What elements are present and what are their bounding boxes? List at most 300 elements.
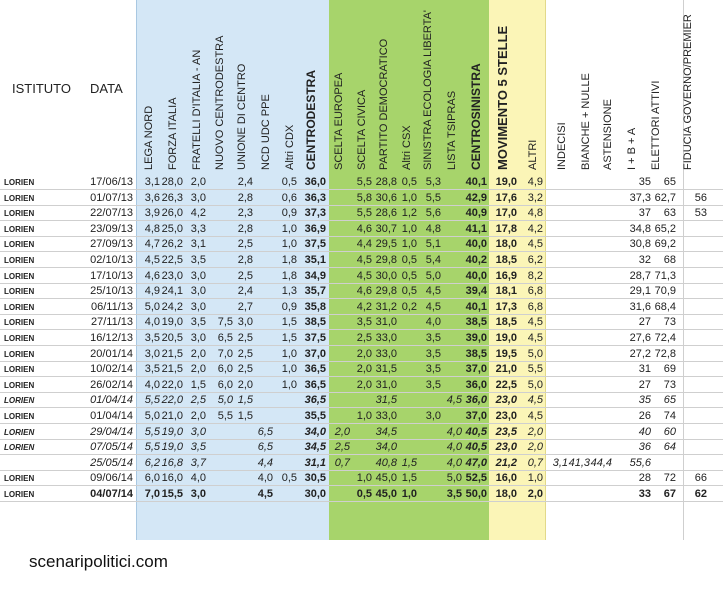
date-cell: 25/10/13 bbox=[90, 285, 133, 298]
value-cell: 0,5 bbox=[401, 176, 417, 188]
value-cell: 3,0 bbox=[190, 425, 206, 438]
istituto-cell: LORIEN bbox=[4, 427, 35, 437]
column-header: FIDUCIA GOVERNO/PREMIER bbox=[682, 14, 694, 170]
value-cell: 1,5 bbox=[281, 332, 297, 344]
value-cell: 1,5 bbox=[401, 456, 417, 469]
value-cell: 3,0 bbox=[237, 316, 253, 329]
value-cell: 0,5 bbox=[401, 254, 417, 266]
column-header: NUOVO CENTRODESTRA bbox=[214, 35, 226, 170]
column-header: LISTA TSIPRAS bbox=[446, 90, 458, 170]
value-cell: 27 bbox=[638, 378, 651, 391]
value-cell: 6,5 bbox=[217, 332, 233, 344]
value-cell: 1,5 bbox=[281, 316, 297, 329]
value-cell: 44,4 bbox=[590, 456, 612, 469]
value-cell: 1,0 bbox=[401, 488, 417, 500]
value-cell: 37,3 bbox=[629, 191, 651, 204]
value-cell: 0,7 bbox=[527, 456, 543, 469]
table-row bbox=[0, 378, 723, 393]
value-cell: 31,2 bbox=[375, 300, 397, 313]
value-cell: 45,0 bbox=[375, 488, 397, 500]
value-cell: 4,7 bbox=[144, 238, 160, 251]
table-row bbox=[0, 471, 723, 486]
istituto-cell: LORIEN bbox=[4, 443, 35, 453]
value-cell: 1,5 bbox=[237, 394, 253, 407]
value-cell: 32 bbox=[638, 254, 651, 266]
value-cell: 40,0 bbox=[465, 269, 487, 282]
value-cell: 1,5 bbox=[237, 410, 253, 422]
value-cell: 26,3 bbox=[161, 191, 183, 204]
value-cell: 6,0 bbox=[217, 378, 233, 391]
column-header: SINISTRA ECOLOGIA LIBERTA' bbox=[422, 9, 434, 170]
value-cell: 2,8 bbox=[237, 191, 253, 204]
value-cell: 2,3 bbox=[237, 207, 253, 220]
value-cell: 4,8 bbox=[527, 207, 543, 220]
table-row bbox=[0, 191, 723, 206]
value-cell: 3,5 bbox=[144, 332, 160, 344]
table-row bbox=[0, 284, 723, 299]
value-cell: 2,4 bbox=[237, 285, 253, 298]
value-cell: 0,2 bbox=[401, 300, 417, 313]
value-cell: 70,9 bbox=[654, 285, 676, 298]
value-cell: 26 bbox=[638, 410, 651, 422]
table-row bbox=[0, 409, 723, 424]
value-cell: 2,0 bbox=[356, 378, 372, 391]
istituto-cell: LORIEN bbox=[4, 224, 35, 234]
value-cell: 35,8 bbox=[304, 300, 326, 313]
table-row bbox=[0, 331, 723, 346]
value-cell: 4,5 bbox=[527, 332, 543, 344]
value-cell: 39,4 bbox=[465, 285, 487, 298]
column-header: SCELTA EUROPEA bbox=[333, 72, 345, 170]
value-cell: 27,6 bbox=[629, 332, 651, 344]
date-cell: 06/11/13 bbox=[90, 300, 133, 313]
value-cell: 16,8 bbox=[161, 456, 183, 469]
value-cell: 73 bbox=[663, 316, 676, 329]
value-cell: 21,2 bbox=[495, 456, 517, 469]
value-cell: 3,5 bbox=[425, 347, 441, 360]
value-cell: 3,5 bbox=[190, 316, 206, 329]
value-cell: 6,0 bbox=[144, 472, 160, 485]
value-cell: 40,9 bbox=[465, 207, 487, 220]
date-cell: 07/05/14 bbox=[90, 441, 133, 454]
value-cell: 28,0 bbox=[161, 176, 183, 188]
value-cell: 40,5 bbox=[465, 441, 487, 454]
istituto-cell: LORIEN bbox=[4, 240, 35, 250]
value-cell: 2,0 bbox=[190, 363, 206, 376]
value-cell: 4,5 bbox=[446, 394, 462, 407]
value-cell: 2,0 bbox=[527, 441, 543, 454]
value-cell: 4,0 bbox=[425, 316, 441, 329]
value-cell: 69 bbox=[663, 363, 676, 376]
value-cell: 3,7 bbox=[190, 456, 206, 469]
date-cell: 02/10/13 bbox=[90, 254, 133, 266]
value-cell: 23,5 bbox=[495, 425, 517, 438]
value-cell: 0,5 bbox=[401, 285, 417, 298]
value-cell: 53 bbox=[694, 207, 707, 220]
value-cell: 1,5 bbox=[190, 378, 206, 391]
value-cell: 3,0 bbox=[190, 300, 206, 313]
value-cell: 7,5 bbox=[217, 316, 233, 329]
value-cell: 33 bbox=[638, 488, 651, 500]
column-header: CENTRODESTRA bbox=[304, 69, 318, 170]
value-cell: 3,3 bbox=[190, 222, 206, 235]
column-header: I + B + A bbox=[626, 127, 638, 170]
value-cell: 41,3 bbox=[568, 456, 590, 469]
value-cell: 6,8 bbox=[527, 285, 543, 298]
value-cell: 2,5 bbox=[190, 394, 206, 407]
istituto-cell: LORIEN bbox=[4, 193, 35, 203]
istituto-cell: LORIEN bbox=[4, 209, 35, 219]
value-cell: 35,7 bbox=[304, 285, 326, 298]
value-cell: 19,0 bbox=[495, 332, 517, 344]
value-cell: 38,5 bbox=[465, 347, 487, 360]
value-cell: 3,2 bbox=[527, 191, 543, 204]
value-cell: 19,5 bbox=[495, 347, 517, 360]
value-cell: 72,4 bbox=[654, 332, 676, 344]
value-cell: 35 bbox=[638, 176, 651, 188]
value-cell: 22,0 bbox=[161, 394, 183, 407]
table-row bbox=[0, 425, 723, 440]
value-cell: 34,5 bbox=[375, 425, 397, 438]
value-cell: 35 bbox=[638, 394, 651, 407]
value-cell: 4,8 bbox=[425, 222, 441, 235]
value-cell: 3,1 bbox=[552, 456, 568, 469]
value-cell: 71,3 bbox=[654, 269, 676, 282]
value-cell: 27 bbox=[638, 316, 651, 329]
value-cell: 73 bbox=[663, 378, 676, 391]
value-cell: 17,3 bbox=[495, 300, 517, 313]
value-cell: 27,2 bbox=[629, 347, 651, 360]
column-header: ELETTORI ATTIVI bbox=[650, 80, 662, 170]
table-row bbox=[0, 440, 723, 455]
value-cell: 20,5 bbox=[161, 332, 183, 344]
value-cell: 5,8 bbox=[356, 191, 372, 204]
value-cell: 1,8 bbox=[281, 254, 297, 266]
value-cell: 35,5 bbox=[304, 410, 326, 422]
value-cell: 52,5 bbox=[465, 472, 487, 485]
value-cell: 37,3 bbox=[304, 207, 326, 220]
value-cell: 37,0 bbox=[465, 363, 487, 376]
value-cell: 2,5 bbox=[237, 347, 253, 360]
value-cell: 40 bbox=[638, 425, 651, 438]
value-cell: 62 bbox=[694, 488, 707, 500]
date-cell: 01/04/14 bbox=[90, 410, 133, 422]
value-cell: 36,5 bbox=[304, 363, 326, 376]
column-header: UNIONE DI CENTRO bbox=[236, 63, 248, 170]
value-cell: 4,6 bbox=[356, 285, 372, 298]
value-cell: 50,0 bbox=[465, 488, 487, 500]
value-cell: 47,0 bbox=[465, 456, 487, 469]
value-cell: 5,0 bbox=[217, 394, 233, 407]
date-cell: 27/11/13 bbox=[90, 316, 133, 329]
value-cell: 7,0 bbox=[144, 488, 160, 500]
value-cell: 16,9 bbox=[495, 269, 517, 282]
column-header: FRATELLI D'ITALIA - AN bbox=[191, 49, 203, 170]
value-cell: 0,7 bbox=[334, 456, 350, 469]
value-cell: 60 bbox=[663, 425, 676, 438]
value-cell: 38,5 bbox=[304, 316, 326, 329]
istituto-cell: LORIEN bbox=[4, 318, 35, 328]
value-cell: 3,0 bbox=[190, 269, 206, 282]
value-cell: 23,0 bbox=[495, 441, 517, 454]
value-cell: 4,5 bbox=[257, 488, 273, 500]
value-cell: 4,0 bbox=[144, 316, 160, 329]
value-cell: 0,5 bbox=[281, 176, 297, 188]
value-cell: 22,5 bbox=[495, 378, 517, 391]
value-cell: 36,0 bbox=[465, 378, 487, 391]
column-header: Altri CDX bbox=[284, 124, 296, 170]
value-cell: 7,0 bbox=[217, 347, 233, 360]
value-cell: 26,2 bbox=[161, 238, 183, 251]
value-cell: 5,0 bbox=[144, 300, 160, 313]
column-header: INDECISI bbox=[556, 122, 568, 170]
value-cell: 35,1 bbox=[304, 254, 326, 266]
value-cell: 4,5 bbox=[356, 269, 372, 282]
istituto-cell: LORIEN bbox=[4, 334, 35, 343]
value-cell: 5,3 bbox=[425, 176, 441, 188]
value-cell: 72 bbox=[663, 472, 676, 485]
table-row bbox=[0, 269, 723, 284]
value-cell: 69,2 bbox=[654, 238, 676, 251]
table-row bbox=[0, 456, 723, 471]
value-cell: 34,0 bbox=[304, 425, 326, 438]
value-cell: 3,5 bbox=[425, 363, 441, 376]
column-header: BIANCHE + NULLE bbox=[580, 73, 592, 170]
value-cell: 6,8 bbox=[527, 300, 543, 313]
value-cell: 2,5 bbox=[237, 238, 253, 251]
value-cell: 4,2 bbox=[190, 207, 206, 220]
value-cell: 3,5 bbox=[144, 363, 160, 376]
value-cell: 4,0 bbox=[190, 472, 206, 485]
value-cell: 37,5 bbox=[304, 238, 326, 251]
value-cell: 31,0 bbox=[375, 378, 397, 391]
value-cell: 4,5 bbox=[527, 238, 543, 251]
value-cell: 21,5 bbox=[161, 347, 183, 360]
value-cell: 2,0 bbox=[237, 378, 253, 391]
value-cell: 4,5 bbox=[425, 285, 441, 298]
istituto-cell: LORIEN bbox=[4, 490, 35, 499]
column-header: NCD UDC PPE bbox=[260, 94, 272, 170]
table-row bbox=[0, 222, 723, 237]
value-cell: 24,2 bbox=[161, 300, 183, 313]
value-cell: 1,8 bbox=[281, 269, 297, 282]
date-cell: 01/07/13 bbox=[90, 191, 133, 204]
istituto-cell: LORIEN bbox=[4, 302, 35, 312]
value-cell: 29,8 bbox=[375, 285, 397, 298]
date-cell: 25/05/14 bbox=[90, 456, 133, 469]
value-cell: 1,0 bbox=[527, 472, 543, 485]
value-cell: 40,0 bbox=[465, 238, 487, 251]
value-cell: 2,5 bbox=[237, 363, 253, 376]
value-cell: 6,2 bbox=[527, 254, 543, 266]
istituto-cell: LORIEN bbox=[4, 349, 35, 359]
value-cell: 31,6 bbox=[629, 300, 651, 313]
column-header: SCELTA CIVICA bbox=[356, 89, 368, 170]
value-cell: 0,9 bbox=[281, 207, 297, 220]
value-cell: 28,7 bbox=[629, 269, 651, 282]
value-cell: 3,0 bbox=[190, 191, 206, 204]
value-cell: 6,5 bbox=[257, 441, 273, 454]
table-row bbox=[0, 315, 723, 330]
value-cell: 31,0 bbox=[375, 316, 397, 329]
value-cell: 6,0 bbox=[217, 363, 233, 376]
value-cell: 1,0 bbox=[281, 363, 297, 376]
date-cell: 23/09/13 bbox=[90, 222, 133, 235]
value-cell: 5,0 bbox=[425, 269, 441, 282]
value-cell: 22,5 bbox=[161, 254, 183, 266]
value-cell: 3,1 bbox=[190, 238, 206, 251]
value-cell: 36,5 bbox=[304, 394, 326, 407]
value-cell: 2,0 bbox=[527, 425, 543, 438]
value-cell: 0,5 bbox=[401, 269, 417, 282]
value-cell: 5,6 bbox=[425, 207, 441, 220]
value-cell: 18,5 bbox=[495, 254, 517, 266]
value-cell: 5,4 bbox=[425, 254, 441, 266]
value-cell: 5,5 bbox=[527, 363, 543, 376]
value-cell: 62,7 bbox=[654, 191, 676, 204]
date-cell: 09/06/14 bbox=[90, 472, 133, 485]
value-cell: 23,0 bbox=[495, 410, 517, 422]
value-cell: 4,6 bbox=[144, 269, 160, 282]
istituto-cell: LORIEN bbox=[4, 178, 35, 187]
value-cell: 0,5 bbox=[356, 488, 372, 500]
value-cell: 3,9 bbox=[144, 207, 160, 220]
value-cell: 4,0 bbox=[446, 425, 462, 438]
value-cell: 4,0 bbox=[446, 441, 462, 454]
table-row bbox=[0, 362, 723, 377]
istituto-cell: LORIEN bbox=[4, 380, 35, 390]
value-cell: 5,5 bbox=[144, 425, 160, 438]
value-cell: 18,0 bbox=[495, 238, 517, 251]
value-cell: 37,0 bbox=[304, 347, 326, 360]
date-cell: 10/02/14 bbox=[90, 363, 133, 376]
value-cell: 37,5 bbox=[304, 332, 326, 344]
value-cell: 4,2 bbox=[356, 300, 372, 313]
value-cell: 16,0 bbox=[161, 472, 183, 485]
header-istituto: ISTITUTO bbox=[12, 81, 71, 96]
value-cell: 1,0 bbox=[281, 347, 297, 360]
value-cell: 19,0 bbox=[161, 441, 183, 454]
value-cell: 2,8 bbox=[237, 222, 253, 235]
date-cell: 22/07/13 bbox=[90, 207, 133, 220]
value-cell: 30,6 bbox=[375, 191, 397, 204]
value-cell: 24,1 bbox=[161, 285, 183, 298]
column-header: PARTITO DEMOCRATICO bbox=[378, 38, 390, 170]
value-cell: 2,0 bbox=[334, 425, 350, 438]
value-cell: 4,0 bbox=[144, 378, 160, 391]
value-cell: 19,0 bbox=[161, 425, 183, 438]
date-cell: 26/02/14 bbox=[90, 378, 133, 391]
value-cell: 55,6 bbox=[629, 456, 651, 469]
value-cell: 65,2 bbox=[654, 222, 676, 235]
value-cell: 40,8 bbox=[375, 456, 397, 469]
istituto-cell: LORIEN bbox=[4, 256, 35, 265]
value-cell: 4,5 bbox=[527, 410, 543, 422]
table-row bbox=[0, 206, 723, 221]
date-cell: 17/10/13 bbox=[90, 269, 133, 282]
value-cell: 67 bbox=[663, 488, 676, 500]
value-cell: 17,6 bbox=[495, 191, 517, 204]
value-cell: 3,0 bbox=[190, 285, 206, 298]
value-cell: 2,5 bbox=[237, 332, 253, 344]
value-cell: 34,0 bbox=[375, 441, 397, 454]
table-row bbox=[0, 237, 723, 252]
value-cell: 22,0 bbox=[161, 378, 183, 391]
istituto-cell: LORIEN bbox=[4, 412, 35, 421]
value-cell: 29,8 bbox=[375, 254, 397, 266]
value-cell: 25,0 bbox=[161, 222, 183, 235]
value-cell: 23,0 bbox=[161, 269, 183, 282]
value-cell: 17,8 bbox=[495, 222, 517, 235]
value-cell: 3,5 bbox=[425, 332, 441, 344]
value-cell: 4,0 bbox=[446, 456, 462, 469]
value-cell: 38,5 bbox=[465, 316, 487, 329]
value-cell: 21,0 bbox=[161, 410, 183, 422]
value-cell: 4,6 bbox=[356, 222, 372, 235]
value-cell: 2,0 bbox=[356, 363, 372, 376]
date-cell: 17/06/13 bbox=[90, 176, 133, 188]
value-cell: 33,0 bbox=[375, 332, 397, 344]
date-cell: 27/09/13 bbox=[90, 238, 133, 251]
column-header: MOVIMENTO 5 STELLE bbox=[495, 25, 510, 170]
value-cell: 5,5 bbox=[356, 176, 372, 188]
value-cell: 1,0 bbox=[356, 410, 372, 422]
value-cell: 1,0 bbox=[356, 472, 372, 485]
column-header: Altri CSX bbox=[401, 125, 413, 170]
value-cell: 33,0 bbox=[375, 347, 397, 360]
value-cell: 37 bbox=[638, 207, 651, 220]
value-cell: 33,0 bbox=[375, 410, 397, 422]
value-cell: 8,2 bbox=[527, 269, 543, 282]
value-cell: 37,0 bbox=[465, 410, 487, 422]
value-cell: 28 bbox=[638, 472, 651, 485]
istituto-cell: LORIEN bbox=[4, 365, 35, 375]
value-cell: 68,4 bbox=[654, 300, 676, 313]
column-header: CENTROSINISTRA bbox=[469, 63, 483, 170]
value-cell: 0,9 bbox=[281, 300, 297, 313]
value-cell: 34,9 bbox=[304, 269, 326, 282]
value-cell: 4,9 bbox=[144, 285, 160, 298]
value-cell: 1,3 bbox=[281, 285, 297, 298]
value-cell: 30,0 bbox=[375, 269, 397, 282]
value-cell: 74 bbox=[663, 410, 676, 422]
value-cell: 5,0 bbox=[527, 378, 543, 391]
istituto-cell: LORIEN bbox=[4, 287, 35, 297]
column-header: LEGA NORD bbox=[143, 105, 155, 170]
value-cell: 1,0 bbox=[281, 378, 297, 391]
value-cell: 4,2 bbox=[527, 222, 543, 235]
value-cell: 2,0 bbox=[356, 347, 372, 360]
date-cell: 01/04/14 bbox=[90, 394, 133, 407]
value-cell: 1,2 bbox=[401, 207, 417, 220]
value-cell: 23,0 bbox=[495, 394, 517, 407]
value-cell: 30,0 bbox=[304, 488, 326, 500]
istituto-cell: LORIEN bbox=[4, 474, 35, 484]
table-row bbox=[0, 393, 723, 408]
value-cell: 4,5 bbox=[356, 254, 372, 266]
value-cell: 5,5 bbox=[425, 191, 441, 204]
value-cell: 2,5 bbox=[237, 269, 253, 282]
value-cell: 21,5 bbox=[161, 363, 183, 376]
value-cell: 1,5 bbox=[401, 472, 417, 485]
value-cell: 2,5 bbox=[334, 441, 350, 454]
value-cell: 31 bbox=[638, 363, 651, 376]
value-cell: 1,0 bbox=[401, 191, 417, 204]
value-cell: 34,8 bbox=[629, 222, 651, 235]
value-cell: 5,5 bbox=[217, 410, 233, 422]
value-cell: 5,1 bbox=[425, 238, 441, 251]
table-row bbox=[0, 487, 723, 502]
